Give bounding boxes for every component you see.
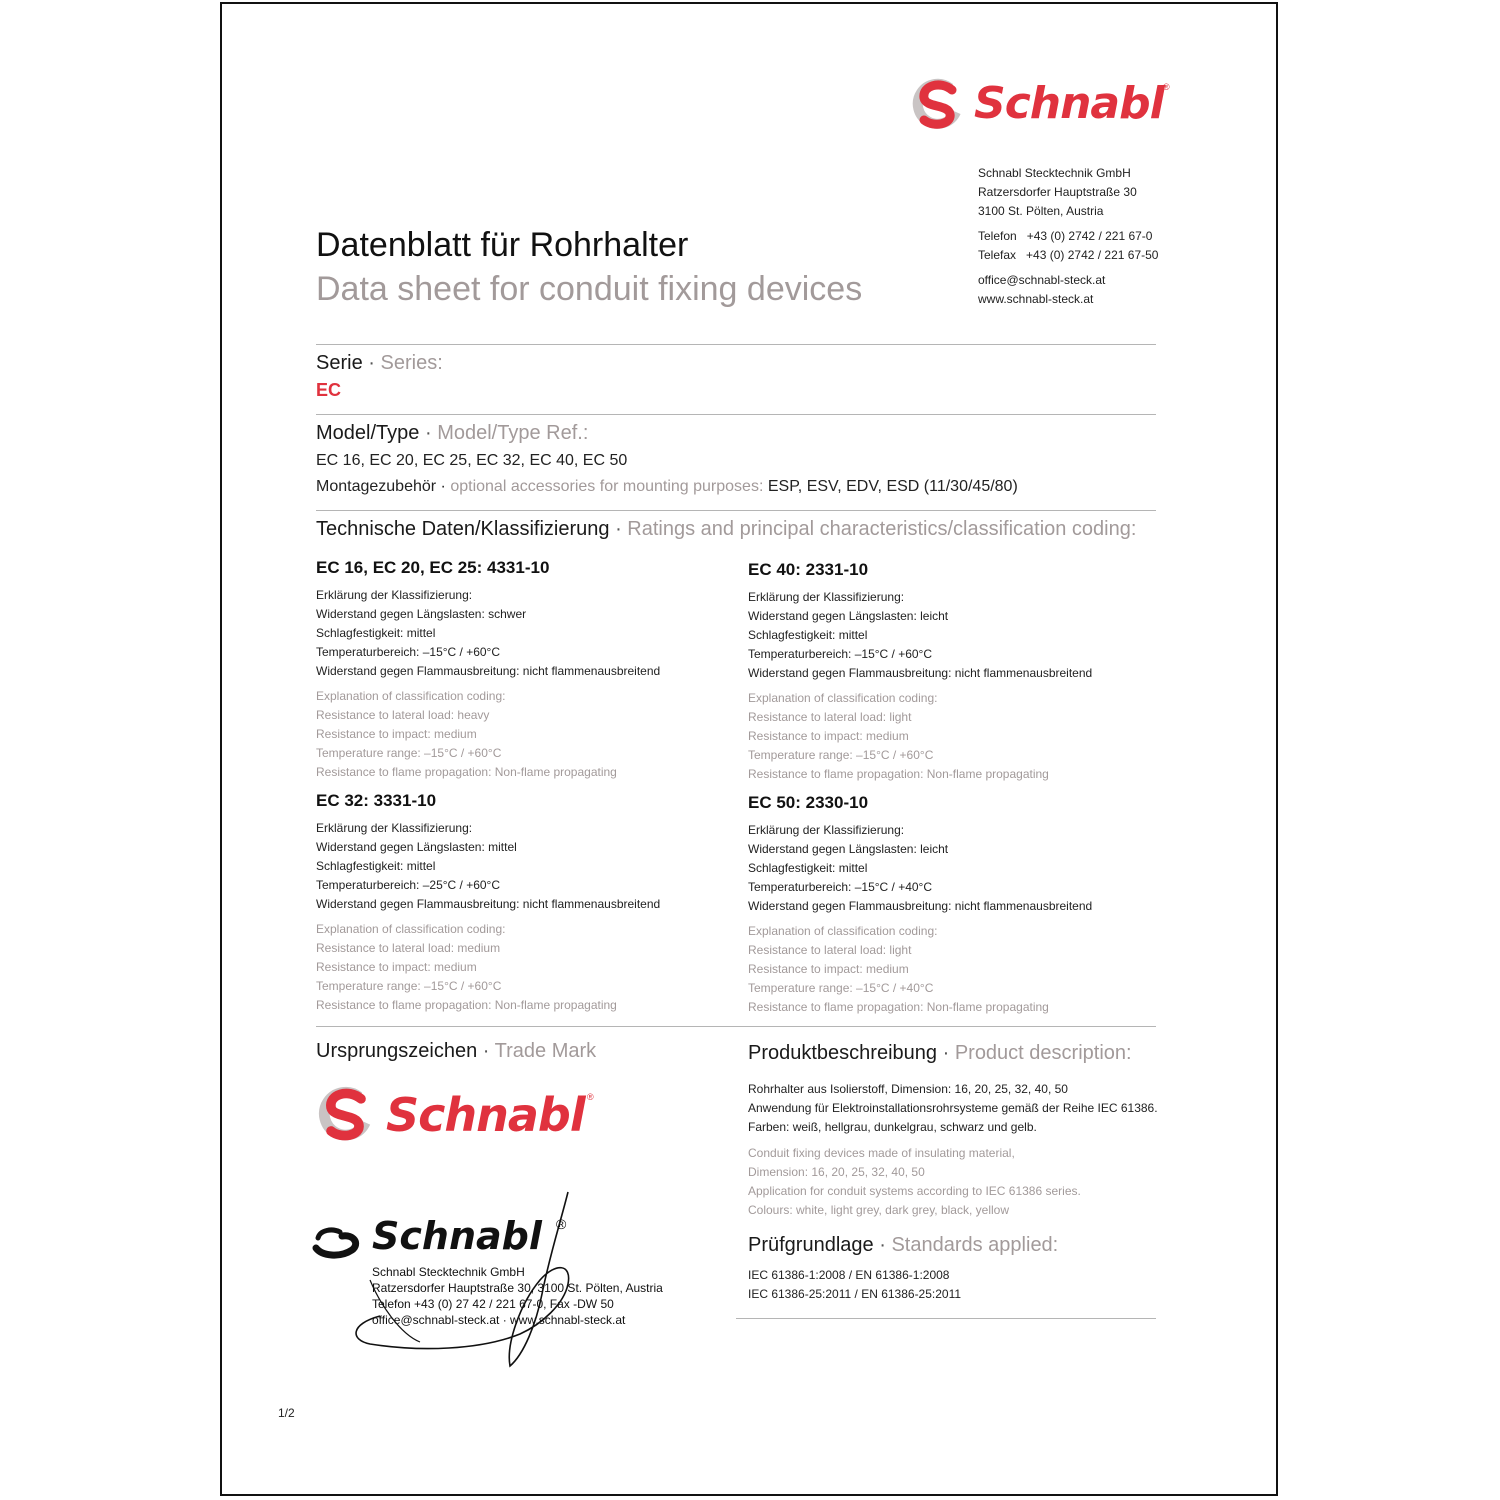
page-subtitle: Data sheet for conduit fixing devices: [316, 270, 863, 308]
classification-title: EC 16, EC 20, EC 25: 4331-10: [316, 558, 550, 577]
standards-heading: Prüfgrundlage · Standards applied:: [748, 1234, 1059, 1256]
product-description-en: Conduit fixing devices made of insulating material, Dimension: 16, 20, 25, 32, 40, 50 Application for conduit systems according to IEC 61386 series. Colours: white, light grey, dark grey, black, yellow: [748, 1146, 1081, 1217]
classification-block: EC 40: 2331-10 Erklärung der Klassifizierung: Widerstand gegen Längslasten: leicht Schlagfestigkeit: mittel Temperaturbereich: –15°C / +60°C Widerstand gegen Flammausbreitung: nicht flammenausbreitend Explanation of classification coding: Resistance to lateral load: light Resistance to impact: medium Temperature range: –15°C / +60°C Resistance to flame propagation: Non-flame propagating: [748, 560, 1093, 781]
fax-value: +43 (0) 2742 / 221 67-50: [1026, 248, 1159, 262]
company-city: 3100 St. Pölten, Austria: [978, 204, 1104, 218]
product-heading: Produktbeschreibung · Product description:: [748, 1042, 1132, 1064]
trademark-logo-text: Schnabl: [386, 1088, 585, 1142]
divider: [316, 344, 1156, 345]
classification-block: EC 16, EC 20, EC 25: 4331-10 Erklärung der Klassifizierung: Widerstand gegen Längslasten: schwer Schlagfestigkeit: mittel Temperaturbereich: –15°C / +60°C Widerstand gegen Flammausbreitung: nicht flammenausbreitend Explanation of classification coding: Resistance to lateral load: heavy Resistance to impact: medium Temperature range: –15°C / +60°C Resistance to flame propagation: Non-flame propagating: [316, 558, 661, 779]
series-heading: Serie · Series:: [316, 352, 443, 374]
company-address: [978, 164, 1238, 309]
accessories-line: Montagezubehör · optional accessories for mounting purposes: ESP, ESV, EDV, ESD (11/30/45/80): [316, 478, 1018, 495]
product-description-de: Rohrhalter aus Isolierstoff, Dimension: 16, 20, 25, 32, 40, 50 Anwendung für Elektroinstallationsrohrsysteme gemäß der Reihe IEC 61386. Farben: weiß, hellgrau, dunkelgrau, schwarz und gelb.: [748, 1082, 1158, 1134]
header-logo: Schnabl ®: [910, 76, 1180, 136]
company-email[interactable]: office@schnabl-steck.at: [978, 273, 1106, 287]
classification-title: EC 40: 2331-10: [748, 560, 869, 579]
technical-heading: Technische Daten/Klassifizierung · Ratings and principal characteristics/classification coding:: [316, 518, 1137, 540]
company-stamp: Schnabl ® Schnabl Stecktechnik GmbH Ratzersdorfer Hauptstraße 30, 3100 St. Pölten, Austria Telefon +43 (0) 27 42 / 221 67-0, Fax -DW 50 office@schnabl-steck.at · www.schnabl-steck.at: [310, 1214, 670, 1384]
classification-title: EC 50: 2330-10: [748, 793, 869, 812]
divider: [316, 414, 1156, 415]
stamp-line: Schnabl Stecktechnik GmbH: [372, 1265, 525, 1279]
divider: [736, 1318, 1156, 1319]
company-name: Schnabl Stecktechnik GmbH: [978, 166, 1131, 180]
trademark-logo: Schnabl ®: [316, 1084, 616, 1148]
company-web[interactable]: www.schnabl-steck.at: [978, 292, 1094, 306]
classification-title: EC 32: 3331-10: [316, 791, 437, 810]
phone-value: +43 (0) 2742 / 221 67-0: [1026, 229, 1153, 243]
phone-label: Telefon: [978, 229, 1017, 243]
document-page: [220, 2, 1278, 1496]
signature: [310, 1184, 670, 1374]
header-logo-text: Schnabl: [974, 78, 1164, 129]
fax-label: Telefax: [978, 248, 1017, 262]
trademark-heading: Ursprungszeichen · Trade Mark: [316, 1040, 597, 1062]
schnabl-logo-icon: [910, 78, 966, 134]
company-street: Ratzersdorfer Hauptstraße 30: [978, 185, 1137, 199]
standards-list: [748, 1266, 961, 1304]
standard-item: IEC 61386-1:2008 / EN 61386-1:2008: [748, 1268, 950, 1282]
stamp-line: Ratzersdorfer Hauptstraße 30, 3100 St. Pölten, Austria: [372, 1281, 663, 1295]
divider: [316, 510, 1156, 511]
classification-block: EC 32: 3331-10 Erklärung der Klassifizierung: Widerstand gegen Längslasten: mittel Schlagfestigkeit: mittel Temperaturbereich: –25°C / +60°C Widerstand gegen Flammausbreitung: nicht flammenausbreitend Explanation of classification coding: Resistance to lateral load: medium Resistance to impact: medium Temperature range: –15°C / +60°C Resistance to flame propagation: Non-flame propagating: [316, 791, 661, 1012]
stamp-line: Telefon +43 (0) 27 42 / 221 67-0, Fax -DW 50: [372, 1297, 614, 1311]
classification-block: EC 50: 2330-10 Erklärung der Klassifizierung: Widerstand gegen Längslasten: leicht Schlagfestigkeit: mittel Temperaturbereich: –15°C / +40°C Widerstand gegen Flammausbreitung: nicht flammenausbreitend Explanation of classification coding: Resistance to lateral load: light Resistance to impact: medium Temperature range: –15°C / +40°C Resistance to flame propagation: Non-flame propagating: [748, 793, 1093, 1014]
page-number: 1/2: [278, 1406, 295, 1420]
series-value: EC: [316, 380, 342, 400]
model-heading: Model/Type · Model/Type Ref.:: [316, 422, 589, 444]
stamp-line: office@schnabl-steck.at · www.schnabl-steck.at: [372, 1313, 626, 1327]
stamp-brand: Schnabl: [372, 1214, 542, 1258]
schnabl-logo-icon: [316, 1086, 376, 1146]
model-value: EC 16, EC 20, EC 25, EC 32, EC 40, EC 50: [316, 452, 628, 469]
page-title: Datenblatt für Rohrhalter: [316, 226, 689, 264]
divider: [316, 1026, 1156, 1027]
standard-item: IEC 61386-25:2011 / EN 61386-25:2011: [748, 1287, 962, 1301]
